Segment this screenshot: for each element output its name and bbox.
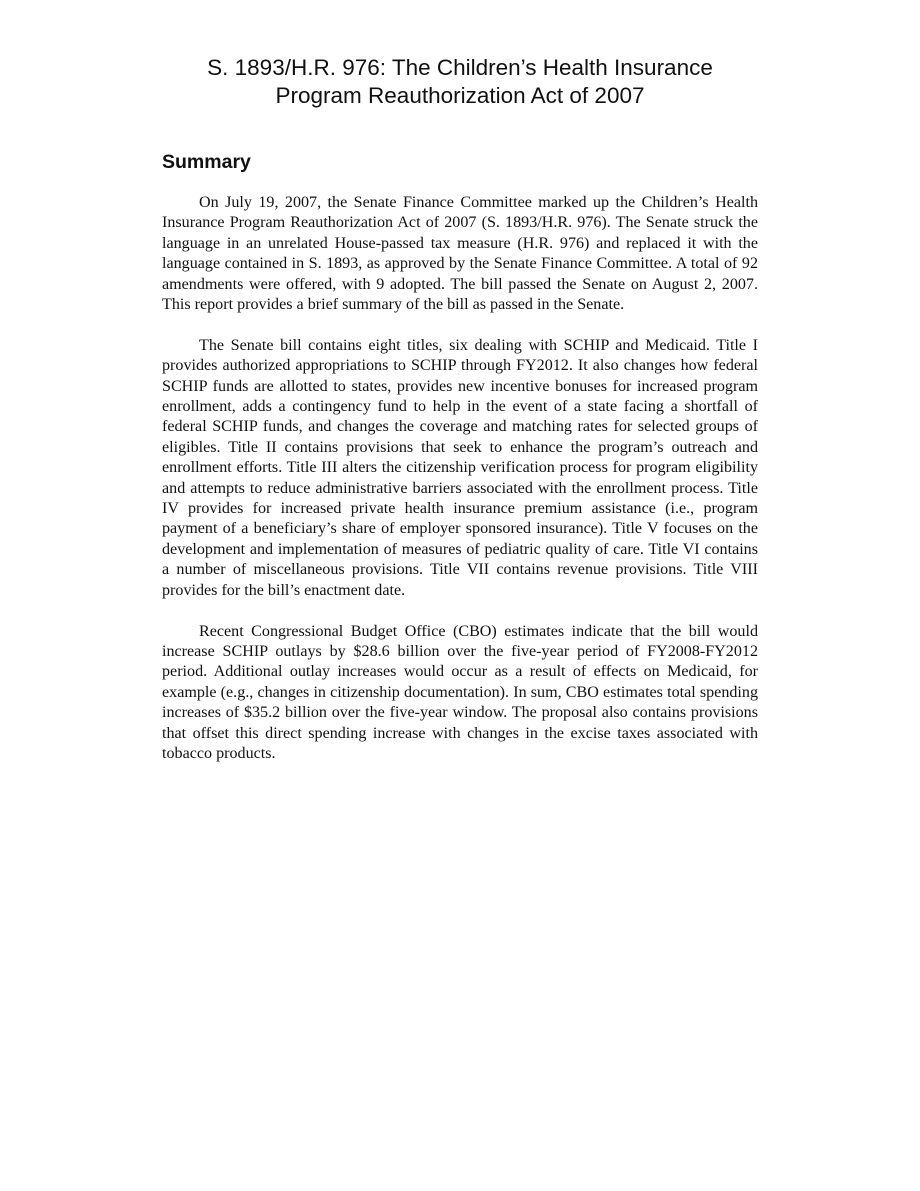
document-title-line-1: S. 1893/H.R. 976: The Children’s Health Insurance bbox=[207, 55, 713, 80]
document-page bbox=[162, 54, 758, 785]
document-title-line-2: Program Reauthorization Act of 2007 bbox=[275, 83, 645, 108]
summary-paragraph-1: On July 19, 2007, the Senate Finance Committee marked up the Children’s Health Insurance Program Reauthorization Act of 2007 (S. 1893/H.R. 976). The Senate struck the language in an unrelated House-passed tax measure (H.R. 976) and replaced it with the language contained in S. 1893, as approved by the Senate Finance Committee. A total of 92 amendments were offered, with 9 adopted. The bill passed the Senate on August 2, 2007. This report provides a brief summary of the bill as passed in the Senate. bbox=[162, 194, 758, 314]
summary-heading: Summary bbox=[162, 151, 251, 173]
summary-paragraph-3: Recent Congressional Budget Office (CBO) estimates indicate that the bill would increase SCHIP outlays by $28.6 billion over the five-year period of FY2008-FY2012 period. Additional outlay increases would occur as a result of effects on Medicaid, for example (e.g., changes in citizenship documentation). In sum, CBO estimates total spending increases of $35.2 billion over the five-year window. The proposal also contains provisions that offset this direct spending increase with changes in the excise taxes associated with tobacco products. bbox=[162, 622, 758, 762]
summary-body bbox=[162, 193, 758, 764]
document-title bbox=[162, 54, 758, 110]
summary-paragraph-2: The Senate bill contains eight titles, six dealing with SCHIP and Medicaid. Title I provides authorized appropriations to SCHIP through FY2012. It also changes how federal SCHIP funds are allotted to states, provides new incentive bonuses for increased program enrollment, adds a contingency fund to help in the event of a state facing a shortfall of federal SCHIP funds, and changes the coverage and matching rates for selected groups of eligibles. Title II contains provisions that seek to enhance the program’s outreach and enrollment efforts. Title III alters the citizenship verification process for program eligibility and attempts to reduce administrative barriers associated with the enrollment process. Title IV provides for increased private health insurance premium assistance (i.e., program payment of a beneficiary’s share of employer sponsored insurance). Title V focuses on the development and implementation of measures of pediatric quality of care. Title VI contains a number of miscellaneous provisions. Title VII contains revenue provisions. Title VIII provides for the bill’s enactment date. bbox=[162, 336, 758, 599]
